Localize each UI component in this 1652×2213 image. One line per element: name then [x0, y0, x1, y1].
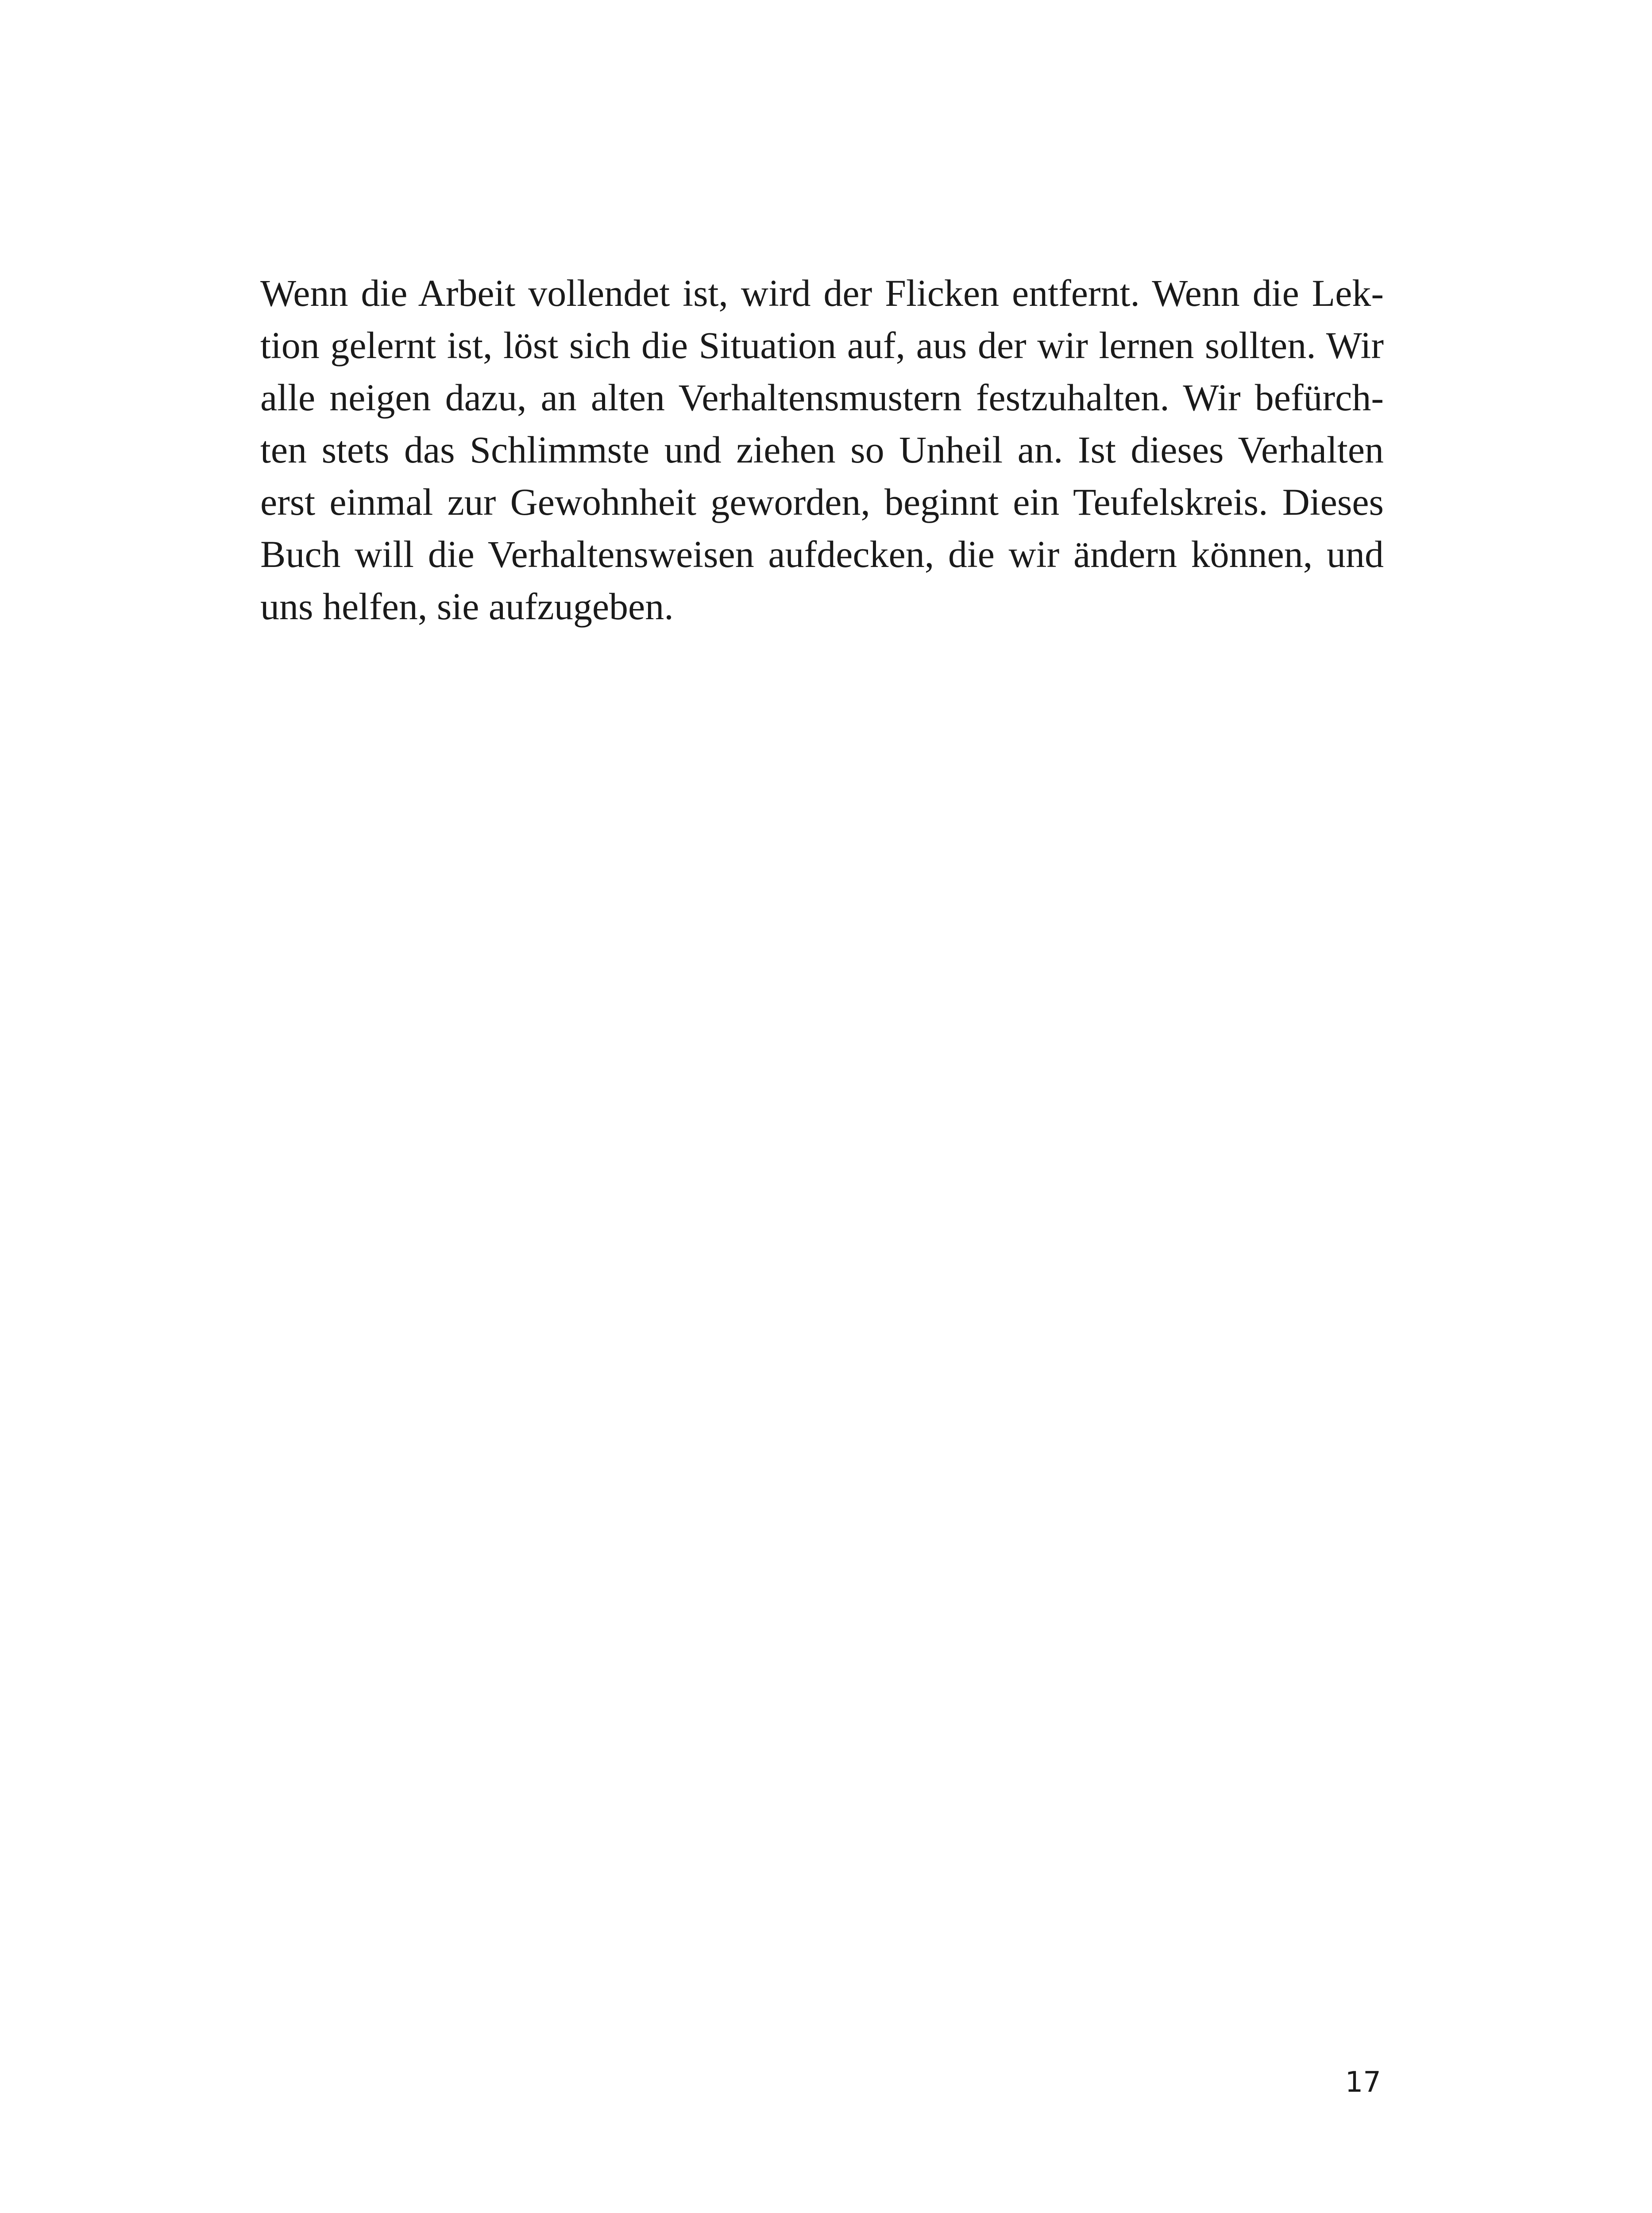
page-number: 17: [1345, 2066, 1381, 2099]
paragraph-line: Buch will die Verhaltensweisen aufdecken, die wir ändern können, und: [260, 533, 1384, 575]
paragraph-line: Wenn die Arbeit vollendet ist, wird der Flicken entfernt. Wenn die Lek-: [260, 272, 1384, 314]
paragraph-line: alle neigen dazu, an alten Verhaltensmustern festzuhalten. Wir befürch-: [260, 376, 1384, 419]
body-paragraph: [260, 267, 1384, 632]
paragraph-line: uns helfen, sie aufzugeben.: [260, 585, 674, 628]
paragraph-line: tion gelernt ist, löst sich die Situation auf, aus der wir lernen sollten. Wir: [260, 324, 1384, 366]
paragraph-line: erst einmal zur Gewohnheit geworden, beginnt ein Teufelskreis. Dieses: [260, 481, 1384, 523]
paragraph-line: ten stets das Schlimmste und ziehen so Unheil an. Ist dieses Verhalten: [260, 428, 1384, 471]
